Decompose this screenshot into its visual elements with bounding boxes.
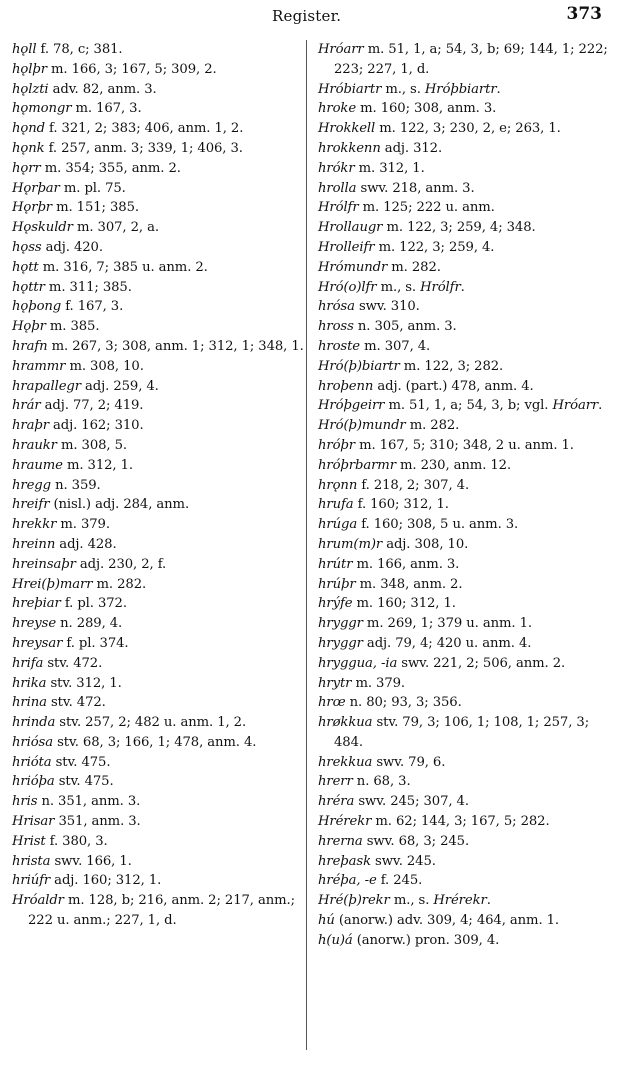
index-entry [12, 772, 304, 792]
register-column-right [318, 40, 614, 951]
entry-reference: m. 160; 312, 1. [352, 596, 456, 612]
page-header [0, 4, 620, 30]
index-entry [12, 377, 304, 397]
index-entry [12, 40, 304, 60]
entry-reference: m. 311; 385. [44, 279, 132, 295]
index-entry [12, 60, 304, 80]
entry-reference: m., s. [381, 81, 425, 97]
entry-reference: m. 354; 355, anm. 2. [40, 160, 181, 176]
index-entry [318, 80, 614, 100]
headword: Hrist [12, 833, 46, 849]
page-number: 373 [566, 4, 602, 24]
headword: hrika [12, 675, 47, 691]
headword: hǫnk [12, 140, 45, 156]
entry-reference: stv. 257, 2; 482 u. anm. 1, 2. [55, 715, 247, 731]
entry-reference: m. 379. [351, 675, 406, 691]
headword: hrœ [318, 695, 346, 711]
entry-reference: stv. 472. [43, 655, 103, 671]
headword: hrǫnn [318, 477, 358, 493]
index-entry [318, 515, 614, 535]
entry-reference: m. 151; 385. [52, 200, 139, 216]
headword: hrýfe [318, 596, 353, 612]
index-entry [12, 139, 304, 159]
index-entry [318, 317, 614, 337]
cross-reference: Hróarr [552, 398, 599, 414]
headword: hreifr [12, 497, 50, 513]
index-entry [318, 436, 614, 456]
headword: hrum(m)r [318, 536, 383, 552]
headword: hú [318, 913, 335, 929]
entry-reference: f. 257, anm. 3; 339, 1; 406, 3. [44, 140, 243, 156]
index-entry [318, 693, 614, 713]
register-column-left [12, 40, 304, 931]
entry-reference: m., s. [389, 893, 434, 909]
headword: hrerna [318, 833, 363, 849]
index-entry [318, 218, 614, 238]
headword: hroste [318, 338, 361, 354]
entry-reference: m. 122, 3; 259, 4. [374, 239, 495, 255]
index-entry [12, 119, 304, 139]
index-entry [12, 634, 304, 654]
index-entry [12, 733, 304, 753]
headword: hrióþa [12, 774, 55, 790]
headword: hrytr [318, 675, 352, 691]
index-entry [318, 832, 614, 852]
index-entry [318, 198, 614, 218]
index-entry [12, 396, 304, 416]
entry-reference: n. 80; 93, 3; 356. [345, 695, 462, 711]
headword: Hrérekr [318, 814, 372, 830]
entry-reference: m. 348, anm. 2. [355, 576, 463, 592]
entry-reference: m. 167, 5; 310; 348, 2 u. anm. 1. [354, 437, 574, 453]
index-entry [318, 159, 614, 179]
index-entry [318, 614, 614, 634]
index-entry [318, 654, 614, 674]
index-entry [318, 812, 614, 832]
index-entry [12, 297, 304, 317]
index-entry [12, 495, 304, 515]
headword: hǫtt [12, 259, 39, 275]
entry-reference: swv. 245. [370, 853, 436, 869]
headword: Hrólfr [318, 200, 359, 216]
headword: hǫlzti [12, 81, 49, 97]
index-entry [12, 179, 304, 199]
headword: hreinn [12, 536, 56, 552]
entry-reference: m. 282. [387, 259, 441, 275]
entry-reference: m. 166, 3; 167, 5; 309, 2. [46, 61, 217, 77]
entry-punctuation: . [460, 279, 465, 295]
index-entry [318, 594, 614, 614]
entry-reference: m. 308, 10. [65, 358, 144, 374]
entry-reference: swv. 166, 1. [50, 853, 132, 869]
entry-reference: m. 316, 7; 385 u. anm. 2. [38, 259, 208, 275]
index-entry [318, 357, 614, 377]
headword: Hrisar [12, 814, 55, 830]
headword: hrósa [318, 299, 355, 315]
index-entry [318, 772, 614, 792]
index-entry [12, 80, 304, 100]
headword: Hǫrþr [12, 200, 52, 216]
entry-reference: (anorw.) adv. 309, 4; 464, anm. 1. [334, 913, 560, 929]
headword: hrolla [318, 180, 357, 196]
entry-reference: adj. 259, 4. [80, 378, 159, 394]
index-entry [318, 297, 614, 317]
entry-reference: n. 289, 4. [56, 616, 123, 632]
running-title: Register. [272, 7, 342, 25]
index-entry [12, 515, 304, 535]
index-entry [318, 258, 614, 278]
headword: hrúga [318, 517, 358, 533]
entry-reference: swv. 310. [354, 299, 420, 315]
entry-reference: adj. 420. [41, 239, 103, 255]
index-entry [12, 456, 304, 476]
headword: hǫll [12, 42, 37, 57]
entry-reference: m. 122, 3; 230, 2, e; 263, 1. [375, 121, 561, 137]
headword: hriósa [12, 734, 53, 750]
entry-reference: n. 359. [51, 477, 101, 493]
index-entry [12, 792, 304, 812]
entry-reference: m. 51, 1, a; 54, 3, b; 69; 144, 1; 222; 223; 227, 1, d. [334, 42, 608, 77]
headword: hreþiar [12, 596, 61, 612]
headword: hraukr [12, 437, 57, 453]
index-entry [318, 416, 614, 436]
entry-reference: stv. 472. [46, 695, 106, 711]
index-entry [318, 713, 614, 753]
headword: hregg [12, 477, 51, 493]
headword: hriúfr [12, 873, 51, 889]
entry-reference: n. 305, anm. 3. [353, 319, 457, 335]
headword: hrinda [12, 715, 56, 731]
entry-reference: swv. 221, 2; 506, anm. 2. [397, 655, 566, 671]
entry-reference: n. 351, anm. 3. [37, 794, 141, 810]
index-entry [318, 456, 614, 476]
entry-reference: swv. 245; 307, 4. [354, 794, 469, 810]
index-entry [12, 416, 304, 436]
entry-reference: f. 167, 3. [61, 299, 124, 315]
entry-reference: n. 68, 3. [352, 774, 411, 790]
headword: hrekkua [318, 754, 373, 770]
entry-reference: m. 282. [92, 576, 147, 592]
headword: Hǫskuldr [12, 220, 73, 236]
entry-reference: adj. 308, 10. [382, 536, 469, 552]
index-entry [12, 436, 304, 456]
entry-reference: swv. 68, 3; 245. [362, 833, 470, 849]
entry-reference: stv. 79, 3; 106, 1; 108, 1; 257, 3; 484. [334, 715, 590, 750]
index-entry [318, 396, 614, 416]
headword: Hrokkell [318, 121, 376, 137]
entry-reference: m. 379. [56, 517, 110, 533]
entry-reference: m. 308, 5. [56, 437, 127, 453]
entry-reference: f. pl. 372. [60, 596, 127, 612]
headword: hǫlþr [12, 61, 47, 77]
headword: hroke [318, 101, 357, 117]
headword: hrina [12, 695, 47, 711]
headword: hǫrr [12, 160, 41, 176]
entry-reference: m. 307, 2, a. [72, 220, 159, 236]
cross-reference: Hrólfr [420, 279, 461, 295]
entry-reference: m. 122, 3; 259, 4; 348. [382, 220, 536, 236]
headword: hǫttr [12, 279, 45, 295]
headword: Hré(þ)rekr [318, 893, 390, 909]
headword: Hrei(þ)marr [12, 576, 93, 592]
index-entry [318, 555, 614, 575]
headword: hrár [12, 398, 41, 414]
headword: Hró(þ)biartr [318, 358, 400, 374]
entry-reference: f. 160; 312, 1. [353, 497, 449, 513]
entry-reference: adj. 162; 310. [48, 418, 144, 434]
headword: hryggr [318, 616, 363, 632]
entry-reference: m. 230, anm. 12. [395, 457, 512, 473]
entry-reference: f. 380, 3. [45, 833, 108, 849]
entry-reference: m. 62; 144, 3; 167, 5; 282. [371, 814, 550, 830]
index-entry [12, 832, 304, 852]
index-entry [12, 258, 304, 278]
index-entry [318, 674, 614, 694]
headword: hrútr [318, 556, 353, 572]
headword: hreinsaþr [12, 556, 76, 572]
entry-reference: m. 128, b; 216, anm. 2; 217, anm.; 222 u. anm.; 227, 1, d. [28, 893, 295, 929]
index-entry [12, 555, 304, 575]
index-entry [12, 614, 304, 634]
headword: Hróarr [318, 42, 364, 57]
headword: hrúþr [318, 576, 356, 592]
headword: hrøkkua [318, 715, 373, 731]
entry-reference: swv. 218, anm. 3. [356, 180, 475, 196]
index-entry [318, 337, 614, 357]
entry-reference: 351, anm. 3. [54, 814, 141, 830]
headword: hrekkr [12, 517, 57, 533]
index-entry [12, 891, 304, 931]
headword: hris [12, 794, 38, 810]
entry-reference: f. pl. 374. [62, 635, 129, 651]
headword: hréra [318, 794, 355, 810]
entry-reference: (anorw.) pron. 309, 4. [352, 932, 500, 948]
entry-reference: m. 312, 1. [354, 160, 425, 176]
index-entry [12, 357, 304, 377]
headword: hǫþong [12, 299, 62, 315]
cross-reference: Hróþbiartr [424, 81, 497, 97]
index-entry [318, 891, 614, 911]
index-entry [12, 337, 304, 357]
headword: hroþenn [318, 378, 374, 394]
entry-reference: (nisl.) adj. 284, anm. [49, 497, 190, 513]
headword: hryggua, -ia [318, 655, 398, 671]
entry-reference: adj. (part.) 478, anm. 4. [373, 378, 534, 394]
headword: hrifa [12, 655, 44, 671]
index-entry [318, 179, 614, 199]
entry-reference: m. 385. [45, 319, 100, 335]
entry-reference: stv. 312, 1. [46, 675, 122, 691]
index-entry [12, 654, 304, 674]
cross-reference: Hrérekr [433, 893, 487, 909]
index-entry [12, 278, 304, 298]
index-entry [318, 377, 614, 397]
headword: hǫss [12, 239, 42, 255]
entry-reference: m. pl. 75. [59, 180, 126, 196]
index-entry [12, 238, 304, 258]
entry-reference: f. 160; 308, 5 u. anm. 3. [357, 517, 519, 533]
entry-punctuation: . [496, 81, 501, 97]
entry-reference: adj. 79, 4; 420 u. anm. 4. [362, 635, 532, 651]
index-entry [12, 99, 304, 119]
entry-reference: m. 160; 308, anm. 3. [356, 101, 497, 117]
column-divider [306, 40, 307, 1050]
index-entry [318, 476, 614, 496]
index-entry [318, 40, 614, 80]
index-entry [12, 674, 304, 694]
entry-reference: m. 51, 1, a; 54, 3, b; vgl. [384, 398, 553, 414]
index-entry [318, 238, 614, 258]
index-entry [318, 99, 614, 119]
index-entry [12, 575, 304, 595]
headword: hreysar [12, 635, 63, 651]
entry-reference: m. 307, 4. [360, 338, 431, 354]
index-entry [12, 852, 304, 872]
entry-reference: adv. 82, anm. 3. [48, 81, 157, 97]
entry-reference: stv. 68, 3; 166, 1; 478, anm. 4. [53, 734, 257, 750]
entry-reference: m. 312, 1. [62, 457, 133, 473]
headword: hraume [12, 457, 63, 473]
entry-reference: stv. 475. [54, 774, 114, 790]
headword: hrerr [318, 774, 353, 790]
entry-reference: m. 166, anm. 3. [352, 556, 460, 572]
headword: Hǫrþar [12, 180, 60, 196]
headword: hrista [12, 853, 51, 869]
index-entry [318, 278, 614, 298]
entry-punctuation: . [598, 398, 603, 414]
headword: Hróaldr [12, 893, 64, 909]
headword: Hróbiartr [318, 81, 382, 97]
entry-reference: m. 125; 222 u. anm. [358, 200, 495, 216]
index-entry [12, 871, 304, 891]
headword: Hrolleifr [318, 239, 375, 255]
headword: hrapallegr [12, 378, 81, 394]
entry-reference: adj. 77, 2; 419. [40, 398, 144, 414]
entry-reference: m. 282. [405, 418, 460, 434]
headword: hrokkenn [318, 140, 381, 156]
headword: h(u)á [318, 932, 353, 948]
index-entry [12, 812, 304, 832]
entry-reference: swv. 79, 6. [372, 754, 446, 770]
entry-reference: m. 269, 1; 379 u. anm. 1. [362, 616, 532, 632]
headword: hreyse [12, 616, 57, 632]
headword: hrufa [318, 497, 354, 513]
headword: hrióta [12, 754, 52, 770]
index-entry [12, 535, 304, 555]
entry-reference: m. 167, 3. [71, 101, 142, 117]
headword: hrafn [12, 338, 48, 354]
entry-reference: f. 78, c; 381. [36, 42, 123, 57]
entry-reference: adj. 160; 312, 1. [50, 873, 162, 889]
headword: hross [318, 319, 354, 335]
headword: hryggr [318, 635, 363, 651]
index-entry [318, 634, 614, 654]
headword: hróþrbarmr [318, 457, 396, 473]
headword: hraþr [12, 418, 49, 434]
headword: Hrollaugr [318, 220, 383, 236]
entry-reference: adj. 312. [380, 140, 443, 156]
headword: Hró(o)lfr [318, 279, 377, 295]
index-entry [318, 535, 614, 555]
entry-reference: m., s. [376, 279, 421, 295]
headword: hróþr [318, 437, 355, 453]
index-entry [12, 218, 304, 238]
entry-reference: f. 245. [376, 873, 423, 889]
index-entry [12, 476, 304, 496]
headword: Hró(þ)mundr [318, 418, 406, 434]
entry-reference: stv. 475. [51, 754, 111, 770]
headword: hréþa, -e [318, 873, 377, 889]
index-entry [12, 198, 304, 218]
index-entry [12, 159, 304, 179]
entry-reference: m. 122, 3; 282. [399, 358, 504, 374]
entry-reference: f. 218, 2; 307, 4. [357, 477, 470, 493]
entry-reference: adj. 230, 2, f. [75, 556, 167, 572]
index-entry [318, 792, 614, 812]
index-entry [12, 317, 304, 337]
index-entry [318, 852, 614, 872]
index-entry [12, 753, 304, 773]
headword: hǫnd [12, 121, 45, 137]
headword: Hróþgeirr [318, 398, 385, 414]
index-entry [318, 119, 614, 139]
index-entry [318, 931, 614, 951]
index-entry [318, 495, 614, 515]
index-entry [318, 139, 614, 159]
entry-reference: f. 321, 2; 383; 406, anm. 1, 2. [44, 121, 244, 137]
entry-reference: m. 267, 3; 308, anm. 1; 312, 1; 348, 1. [47, 338, 304, 354]
headword: Hrómundr [318, 259, 388, 275]
headword: Hǫþr [12, 319, 46, 335]
headword: hrammr [12, 358, 66, 374]
entry-reference: adj. 428. [55, 536, 117, 552]
headword: hreþask [318, 853, 371, 869]
index-entry [318, 753, 614, 773]
index-entry [12, 713, 304, 733]
headword: hrókr [318, 160, 355, 176]
headword: hǫmongr [12, 101, 72, 117]
index-entry [318, 911, 614, 931]
index-entry [318, 575, 614, 595]
index-entry [12, 594, 304, 614]
entry-punctuation: . [486, 893, 491, 909]
index-entry [318, 871, 614, 891]
index-entry [12, 693, 304, 713]
